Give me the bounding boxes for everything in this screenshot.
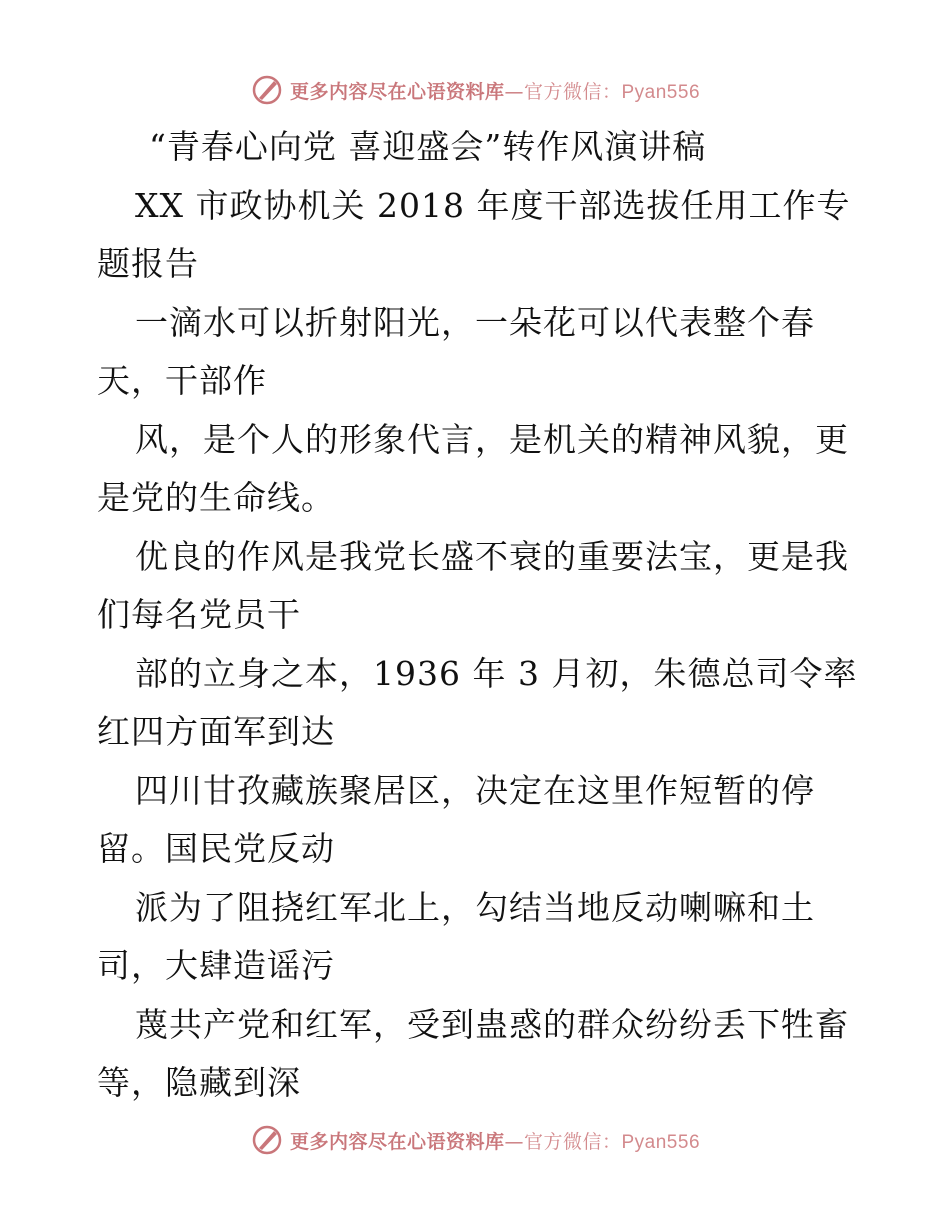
document-line: 们每名党员干 bbox=[97, 595, 301, 634]
document-line: 蔑共产党和红军，受到蛊惑的群众纷纷丢下牲畜 bbox=[135, 1004, 849, 1044]
watermark-dash: — bbox=[504, 80, 524, 103]
document-line: 题报告 bbox=[97, 244, 199, 283]
document-body bbox=[97, 118, 877, 1113]
document-line: XX 市政协机关 2018 年度干部选拔任用工作专 bbox=[135, 185, 851, 225]
document-line: 是党的生命线。 bbox=[97, 478, 335, 517]
document-line: 等，隐藏到深 bbox=[97, 1063, 301, 1102]
header-watermark-content bbox=[250, 73, 700, 107]
footer-watermark-content bbox=[250, 1123, 700, 1157]
document-line: 红四方面军到达 bbox=[97, 712, 335, 751]
watermark-wechat-id: Pyan556 bbox=[621, 81, 701, 103]
watermark-site-name: 更多内容尽在心语资料库 bbox=[289, 1130, 505, 1153]
header-watermark bbox=[0, 70, 950, 110]
watermark-wechat-label: 官方微信： bbox=[523, 80, 622, 103]
document-line: 优良的作风是我党长盛不衰的重要法宝，更是我 bbox=[135, 536, 849, 576]
document-line: 一滴水可以折射阳光，一朵花可以代表整个春 bbox=[135, 302, 815, 342]
document-line: 天，干部作 bbox=[97, 361, 267, 400]
watermark-site-name: 更多内容尽在心语资料库 bbox=[289, 80, 505, 103]
watermark-dash: — bbox=[504, 1130, 524, 1153]
document-line: 司，大肆造谣污 bbox=[97, 946, 335, 985]
watermark-wechat-label: 官方微信： bbox=[523, 1130, 622, 1153]
footer-watermark bbox=[0, 1120, 950, 1160]
quill-pen-logo-icon bbox=[250, 1123, 284, 1157]
document-line: 部的立身之本，1936 年 3 月初，朱德总司令率 bbox=[135, 653, 858, 693]
document-line: 四川甘孜藏族聚居区，决定在这里作短暂的停 bbox=[135, 770, 815, 810]
document-title: “青春心向党 喜迎盛会”转作风演讲稿 bbox=[149, 127, 707, 166]
document-line: 风，是个人的形象代言，是机关的精神风貌，更 bbox=[135, 419, 849, 459]
document-line: 派为了阻挠红军北上，勾结当地反动喇嘛和土 bbox=[135, 887, 815, 927]
watermark-wechat-id: Pyan556 bbox=[621, 1131, 701, 1153]
document-line: 留。国民党反动 bbox=[97, 829, 335, 868]
quill-pen-logo-icon bbox=[250, 73, 284, 107]
